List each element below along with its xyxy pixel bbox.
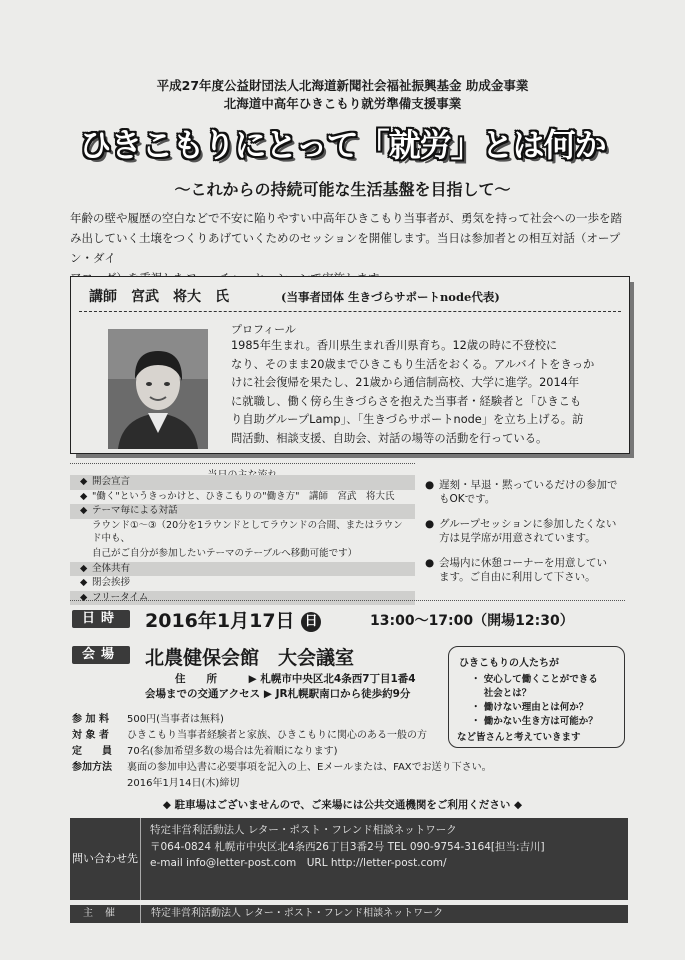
flow-item <box>70 591 415 606</box>
speaker-name: 講師 宮武 将大 氏 <box>89 289 229 305</box>
bullet-dot-icon: ● <box>425 557 435 569</box>
note-line: 会場内に休憩コーナーを用意してい <box>439 557 607 569</box>
note-line: もOKです。 <box>439 493 496 505</box>
note-item <box>425 556 630 584</box>
subtitle: 〜これからの持続可能な生活基盤を目指して〜 <box>174 180 511 199</box>
callout-footer: など皆さんと考えていきます <box>457 732 581 743</box>
diamond-icon: ◆ <box>80 562 88 574</box>
contact-org: 特定非営利活動法人 レター・ポスト・フレンド相談ネットワーク <box>150 824 457 836</box>
main-title: ひきこもりにとって「就労」とは何か <box>79 126 606 164</box>
note-line: 方は見学席が用意されています。 <box>439 532 596 544</box>
diamond-icon: ◆ <box>80 476 88 487</box>
date-tag: 日時 <box>72 610 130 628</box>
flow-item-text: 全体共有 <box>92 562 131 574</box>
info-capacity <box>72 745 338 758</box>
event-time: 13:00〜17:00（開場12:30） <box>370 613 574 629</box>
contact-address: 〒064-0824 札幌市中央区北4条西26丁目3番2号 TEL 090-9754-3164[担当:吉川] <box>150 840 545 853</box>
project-header: 北海道中高年ひきこもり就労準備支援事業 <box>223 96 462 111</box>
access-label: 会場までの交通アクセス <box>145 687 261 700</box>
section-divider <box>70 600 625 601</box>
profile-text <box>231 337 616 449</box>
info-label: 参 加 料 <box>72 714 109 725</box>
info-value: 裏面の参加申込書に必要事項を記入の上、Eメールまたは、FAXでお送り下さい。 <box>127 762 492 773</box>
event-date-text: 2016年1月17日 <box>145 610 295 632</box>
contact-label: 問い合わせ先 <box>70 818 141 900</box>
flow-item <box>70 475 415 490</box>
flow-item-text: フリータイム <box>92 591 149 603</box>
info-value: 2016年1月14日(木)締切 <box>127 778 240 789</box>
bullet-dot-icon: ● <box>425 518 435 530</box>
profile-line: けに社会復帰を果たし、21歳から通信制高校、大学に進学。2014年 <box>231 376 580 390</box>
venue-tag: 会場 <box>72 646 130 664</box>
info-value: 500円(当事者は無料) <box>127 714 224 725</box>
intro-line: 年齢の壁や履歴の空白などで不安に陥りやすい中高年ひきこもり当事者が、勇気を持って社会への一歩を踏 <box>70 211 622 225</box>
access-row <box>145 687 416 702</box>
diamond-icon: ◆ <box>80 490 88 502</box>
pointer-icon: ▶ <box>263 687 276 700</box>
info-fee <box>72 713 224 726</box>
info-value: ひきこもり当事者経験者と家族、ひきこもりに関心のある一般の方 <box>127 730 427 741</box>
venue-name: 北農健保会館 大会議室 <box>145 647 355 669</box>
profile-line: なり、そのまま20歳までひきこもり生活をおくる。アルバイトをきっか <box>231 357 595 371</box>
bullet-dot-icon: ● <box>425 479 435 491</box>
sponsor-label: 主催 <box>70 905 141 923</box>
note-line: グループセッションに参加したくない <box>439 518 617 530</box>
speaker-box <box>70 276 630 454</box>
flow-sub-line: ラウンド①〜③（20分を1ラウンドとしてラウンドの合間、またはラウンド中も、 <box>92 519 403 544</box>
venue-address-block <box>145 672 416 701</box>
address-value: 札幌市中央区北4条西7丁目1番4 <box>260 673 416 685</box>
flow-item <box>70 504 415 519</box>
profile-line: 問活動、相談支援、自助会、対話の場等の活動を行っている。 <box>231 431 548 445</box>
callout-item: ・ 働けない理由とは何か？ <box>471 702 589 713</box>
info-value: 70名(参加希望多数の場合は先着順になります) <box>127 746 338 757</box>
diamond-icon: ◆ <box>80 591 88 603</box>
address-row <box>145 672 416 687</box>
event-date <box>145 606 321 633</box>
profile-line: に就職し、働く傍ら生きづらさを抱えた当事者・経験者と「ひきこも <box>231 394 582 408</box>
callout-item: ・ 安心して働くことができる <box>471 674 598 685</box>
profile-label: プロフィール <box>231 323 296 336</box>
access-value: JR札幌駅南口から徒歩約9分 <box>275 687 411 700</box>
info-method <box>72 761 492 774</box>
diamond-icon: ◆ <box>80 505 88 516</box>
flow-item-text: "働く"というきっかけと、ひきこもりの"働き方" 講師 宮武 将大氏 <box>92 490 395 502</box>
flow-item <box>70 576 415 591</box>
person-portrait-icon <box>108 329 208 449</box>
callout-title: ひきこもりの人たちが <box>459 658 559 669</box>
discussion-callout <box>448 646 625 748</box>
sponsor-text: 特定非営利活動法人 レター・ポスト・フレンド相談ネットワーク <box>151 908 444 919</box>
contact-footer <box>70 818 628 900</box>
profile-line: 1985年生まれ。香川県生まれ香川県育ち。12歳の時に不登校に <box>231 339 558 352</box>
event-weekday: 日 <box>301 612 321 632</box>
flow-item-text: テーマ毎による対話 <box>92 505 178 516</box>
intro-line: み出していく土壌をつくりあげていくためのセッションを開催します。当日は参加者との相互対話（オープン・ダイ <box>70 231 621 265</box>
flow-list <box>70 475 415 605</box>
info-label: 対 象 者 <box>72 730 109 741</box>
speaker-photo <box>108 329 208 449</box>
diamond-icon: ◆ <box>80 577 88 588</box>
note-line: ます。ご自由に利用して下さい。 <box>439 571 596 583</box>
info-label: 参加方法 <box>72 762 112 773</box>
callout-item: 社会とは？ <box>471 688 532 699</box>
note-line: 遅刻・早退・黙っているだけの参加で <box>439 479 618 491</box>
speaker-divider <box>79 311 621 312</box>
speaker-role: (当事者団体 生きづらサポートnode代表) <box>281 290 500 304</box>
notes-list <box>425 478 630 595</box>
note-item <box>425 517 630 545</box>
contact-web[interactable]: e-mail info@letter-post.com URL http://letter-post.com/ <box>150 857 447 869</box>
info-label: 定 員 <box>72 746 112 757</box>
info-target <box>72 729 427 742</box>
grant-header: 平成27年度公益財団法人北海道新聞社会福祉振興基金 助成金事業 <box>156 78 529 93</box>
address-label: 住 所 <box>175 673 217 685</box>
flow-sub-line: 自己がご自分が参加したいテーマのテーブルへ移動可能です） <box>92 547 358 559</box>
sponsor-bar <box>70 905 628 923</box>
flow-item-text: 開会宣言 <box>92 476 131 487</box>
pointer-icon: ▶ <box>248 673 261 685</box>
note-item <box>425 478 630 506</box>
info-deadline <box>72 777 239 790</box>
flow-item <box>70 562 415 577</box>
parking-notice: ◆ 駐車場はございませんので、ご来場には公共交通機関をご利用ください ◆ <box>162 799 523 811</box>
profile-line: り自助グループLamp」、「生きづらサポートnode」を立ち上げる。訪 <box>231 413 584 427</box>
flow-item <box>70 490 415 505</box>
contact-body <box>150 822 545 872</box>
flow-item-text: 閉会挨拶 <box>92 577 131 588</box>
callout-item: ・ 働かない生き方は可能か？ <box>471 716 598 727</box>
